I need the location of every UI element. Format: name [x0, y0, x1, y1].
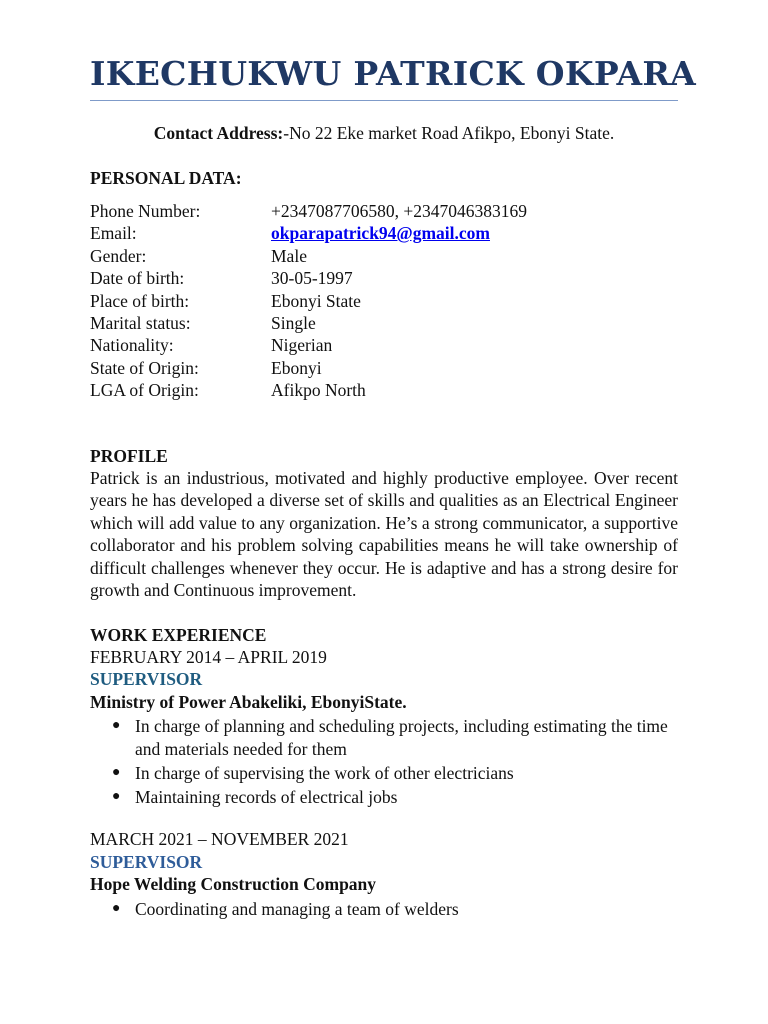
bullet-dot-icon: ● — [112, 718, 121, 734]
profile-heading: PROFILE — [90, 445, 168, 466]
dob-label: Date of birth: — [90, 268, 185, 289]
lga-label: LGA of Origin: — [90, 380, 199, 401]
duty-item — [90, 715, 678, 760]
personal-row-lga — [90, 379, 678, 401]
job-role: SUPERVISOR — [90, 669, 203, 690]
duty-text: Maintaining records of electrical jobs — [135, 786, 398, 807]
personal-row-dob — [90, 267, 678, 289]
email-link[interactable]: okparapatrick94@gmail.com — [271, 223, 490, 244]
personal-row-state — [90, 357, 678, 379]
work-experience-heading: WORK EXPERIENCE — [90, 624, 267, 645]
personal-row-marital — [90, 312, 678, 334]
bullet-dot-icon: ● — [112, 900, 121, 916]
resume-page — [90, 0, 697, 922]
birthplace-value: Ebonyi State — [271, 290, 361, 311]
contact-address-value: -No 22 Eke market Road Afikpo, Ebonyi State. — [283, 123, 615, 143]
personal-row-email — [90, 222, 678, 244]
personal-row-nationality — [90, 334, 678, 356]
state-value: Ebonyi — [271, 357, 322, 378]
profile-text: Patrick is an industrious, motivated and highly productive employee. Over recent years he has developed a diverse set of skills and qualities as an Electrical Engineer which will add value to any organization. He’s a strong communicator, a supportive collaborator and his problem solving capabilities means he will take ownership of difficult challenges whenever they occur. He is adaptive and has a strong desire for growth and Continuous improvement. — [90, 467, 678, 601]
bullet-dot-icon: ● — [112, 788, 121, 804]
duty-item — [90, 786, 678, 809]
personal-data-list — [90, 200, 678, 402]
personal-row-birthplace — [90, 290, 678, 312]
candidate-name: IKECHUKWU PATRICK OKPARA — [90, 54, 697, 93]
duty-item — [90, 762, 678, 785]
job-duties-list — [90, 715, 678, 808]
gender-value: Male — [271, 245, 307, 266]
email-label: Email: — [90, 223, 137, 244]
birthplace-label: Place of birth: — [90, 290, 190, 311]
personal-row-phone — [90, 200, 678, 222]
phone-value: +2347087706580, +2347046383169 — [271, 201, 527, 221]
gender-label: Gender: — [90, 245, 147, 266]
header-rule — [90, 100, 678, 101]
job-duties-list — [90, 898, 678, 921]
contact-address-label: Contact Address: — [153, 123, 284, 143]
nationality-label: Nationality: — [90, 335, 174, 356]
job-company: Ministry of Power Abakeliki, EbonyiState. — [90, 691, 407, 712]
duty-text: Coordinating and managing a team of welders — [135, 898, 459, 919]
duty-text: In charge of planning and scheduling projects, including estimating the time and materials needed for them — [135, 716, 668, 759]
phone-label: Phone Number: — [90, 201, 201, 221]
marital-label: Marital status: — [90, 313, 191, 334]
job-role: SUPERVISOR — [90, 851, 203, 872]
state-label: State of Origin: — [90, 357, 199, 378]
nationality-value: Nigerian — [271, 335, 333, 356]
job-period: MARCH 2021 – NOVEMBER 2021 — [90, 829, 349, 850]
personal-data-heading: PERSONAL DATA: — [90, 168, 242, 188]
duty-item — [90, 898, 678, 921]
marital-value: Single — [271, 313, 316, 334]
personal-row-gender — [90, 245, 678, 267]
job-period: FEBRUARY 2014 – APRIL 2019 — [90, 646, 327, 667]
lga-value: Afikpo North — [271, 380, 366, 401]
duty-text: In charge of supervising the work of other electricians — [135, 762, 514, 783]
contact-address — [90, 122, 678, 144]
dob-value: 30-05-1997 — [271, 268, 353, 289]
bullet-dot-icon: ● — [112, 764, 121, 780]
job-entry — [90, 646, 678, 809]
job-entry — [90, 828, 678, 920]
job-company: Hope Welding Construction Company — [90, 874, 377, 895]
